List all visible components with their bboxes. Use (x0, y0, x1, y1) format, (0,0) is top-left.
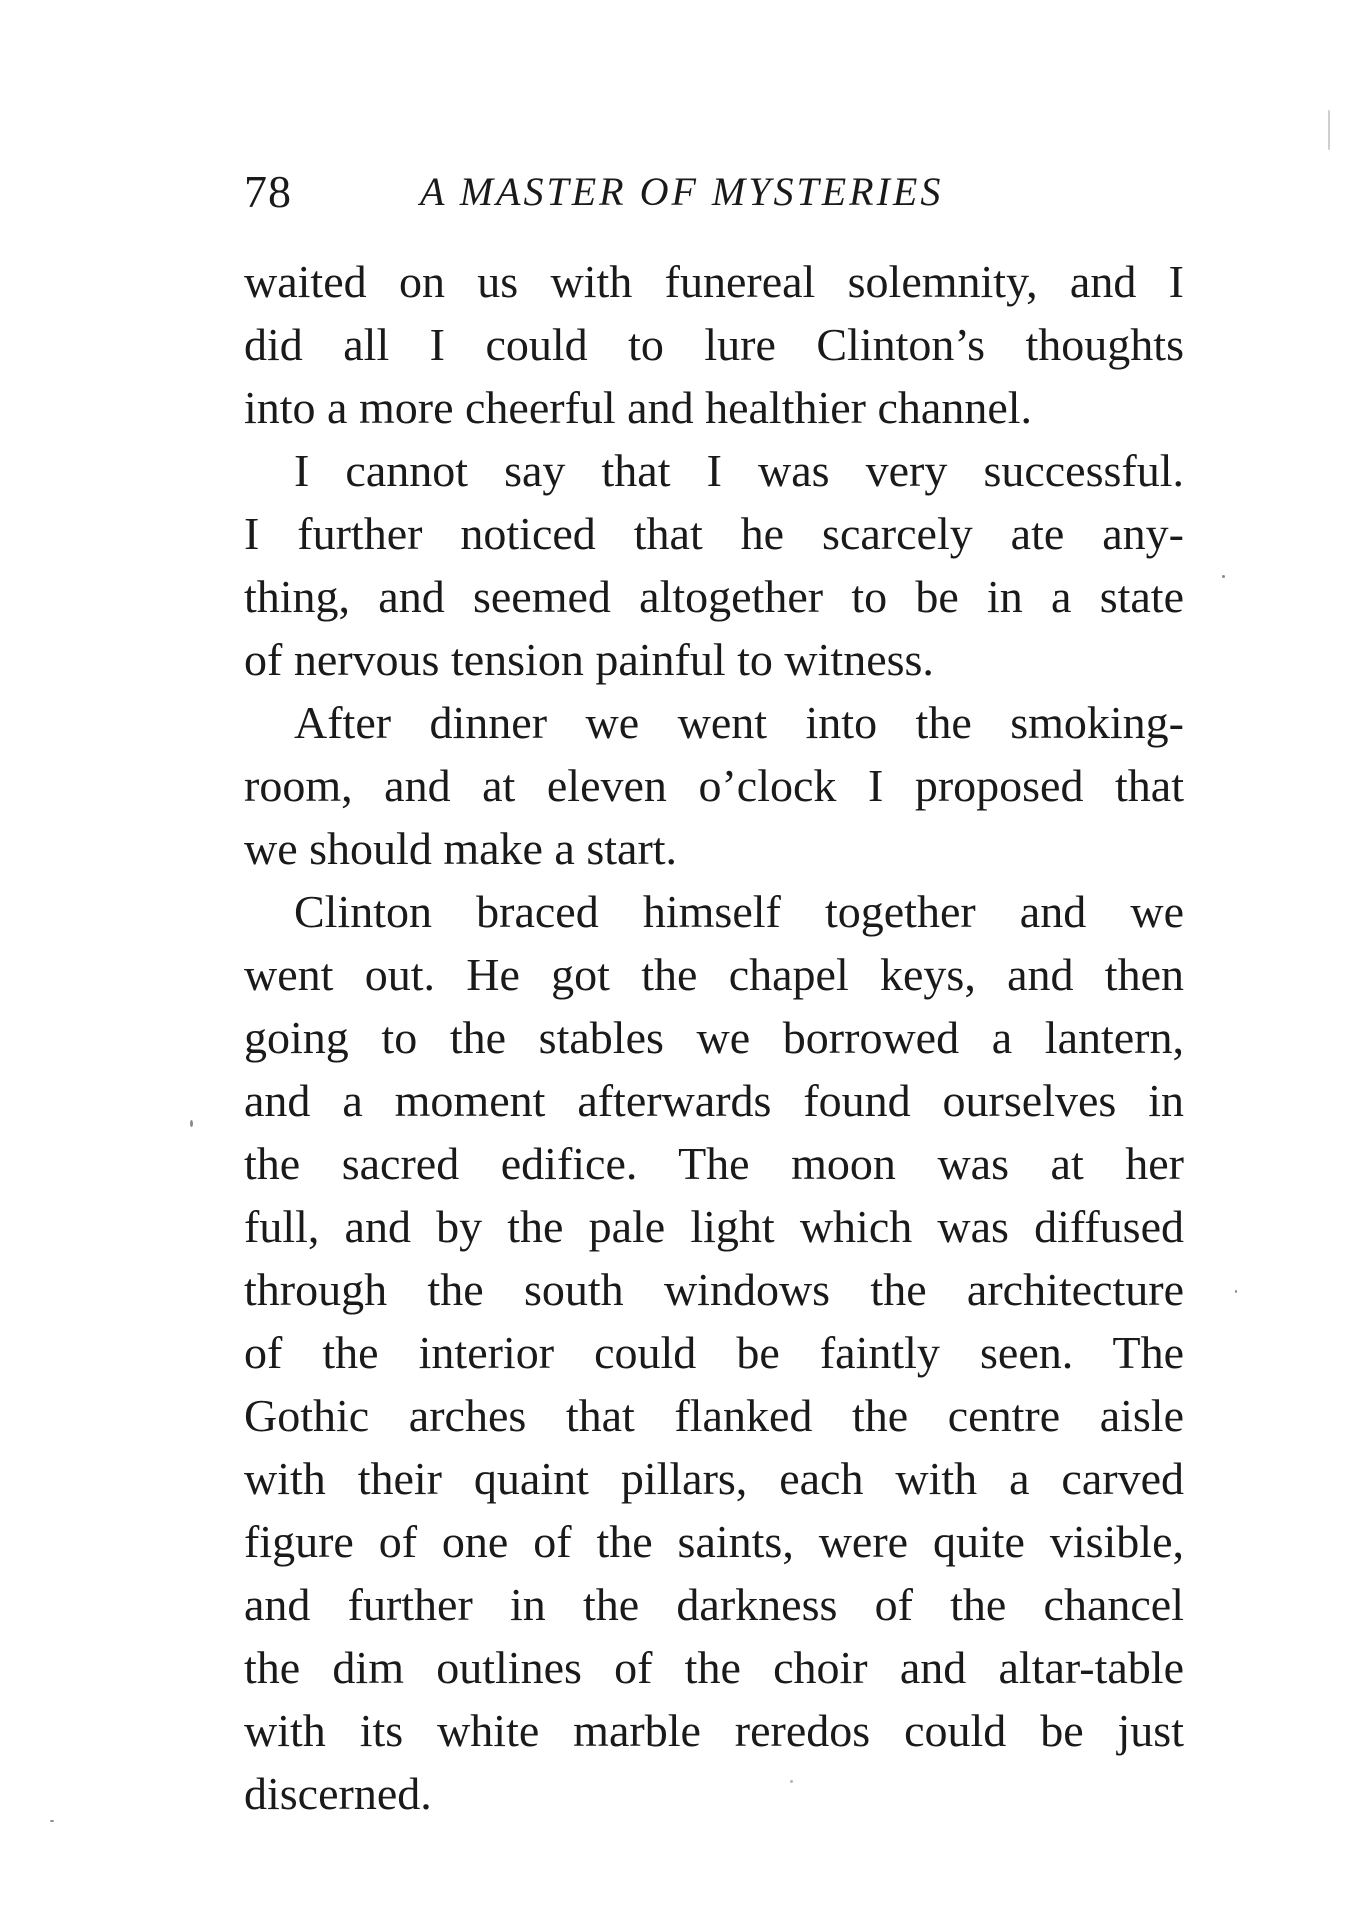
text-line: waited on us with funereal solemnity, and I (244, 256, 1184, 307)
scan-speck (1235, 1290, 1237, 1293)
paragraph-2 (244, 439, 1184, 691)
text-line: Gothic arches that flanked the centre aisle (244, 1390, 1184, 1441)
text-line: into a more cheerful and healthier channel. (244, 382, 1033, 433)
text-line: the dim outlines of the choir and altar-table (244, 1642, 1184, 1693)
text-line: went out. He got the chapel keys, and then (244, 949, 1184, 1000)
text-line: and further in the darkness of the chancel (244, 1579, 1184, 1630)
text-line: the sacred edifice. The moon was at her (244, 1138, 1184, 1189)
text-line: Clinton braced himself together and we (294, 886, 1184, 937)
text-line: I cannot say that I was very successful. (294, 445, 1184, 496)
scan-speck (190, 1120, 193, 1127)
text-line: with their quaint pillars, each with a carved (244, 1453, 1184, 1504)
text-line: did all I could to lure Clinton’s thoughts (244, 319, 1184, 370)
running-head (244, 162, 1184, 222)
scan-speck (1328, 110, 1330, 150)
text-line: with its white marble reredos could be just (244, 1705, 1184, 1756)
text-line: thing, and seemed altogether to be in a state (244, 571, 1184, 622)
text-line: of nervous tension painful to witness. (244, 634, 934, 685)
running-title: A MASTER OF MYSTERIES (420, 169, 944, 214)
scan-speck (50, 1820, 54, 1822)
text-line: full, and by the pale light which was diffused (244, 1201, 1184, 1252)
text-line: of the interior could be faintly seen. The (244, 1327, 1184, 1378)
text-line: going to the stables we borrowed a lantern, (244, 1012, 1184, 1063)
paragraph-3 (244, 691, 1184, 880)
scan-speck (790, 1780, 793, 1783)
text-line: discerned. (244, 1768, 432, 1819)
text-line: we should make a start. (244, 823, 678, 874)
text-line: through the south windows the architecture (244, 1264, 1184, 1315)
scan-speck (1222, 575, 1225, 578)
text-line: After dinner we went into the smoking- (294, 697, 1184, 748)
text-line: figure of one of the saints, were quite visible, (244, 1516, 1184, 1567)
paragraph-1 (244, 250, 1184, 439)
text-line: I further noticed that he scarcely ate any- (244, 508, 1184, 559)
text-line: and a moment afterwards found ourselves in (244, 1075, 1184, 1126)
body-text (244, 250, 1184, 1825)
page-number: 78 (244, 166, 292, 217)
text-line: room, and at eleven o’clock I proposed that (244, 760, 1184, 811)
paragraph-4 (244, 880, 1184, 1825)
